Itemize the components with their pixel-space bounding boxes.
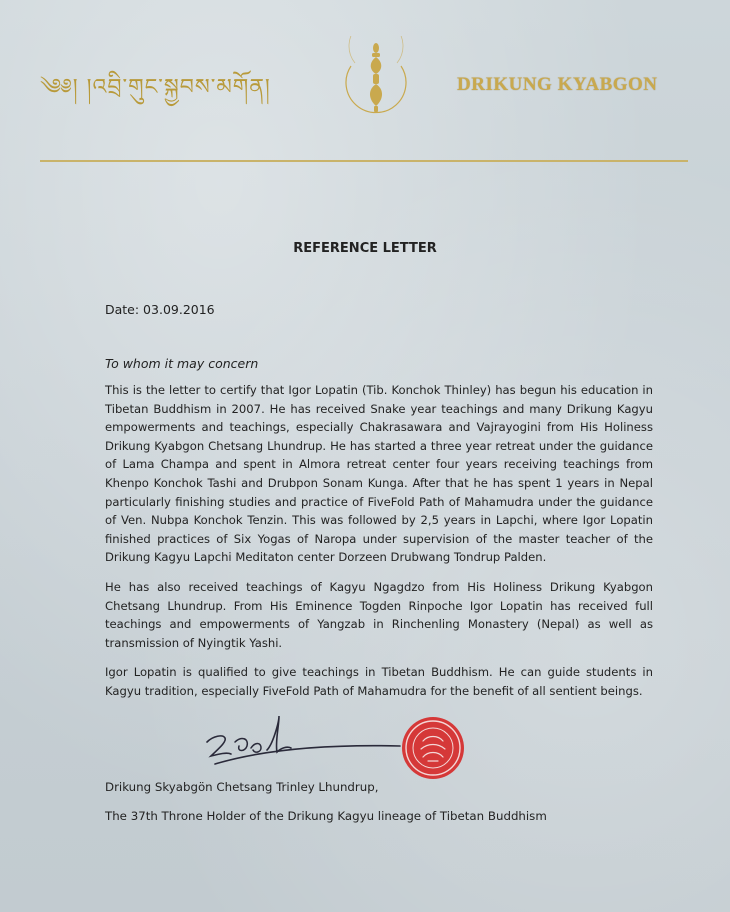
signer-name: Drikung Skyabgön Chetsang Trinley Lhundrup,: [105, 780, 379, 794]
body-paragraph-1: This is the letter to certify that Igor Lopatin (Tib. Konchok Thinley) has begun his education in Tibetan Buddhism in 2007. He has received Snake year teachings and many Drikung Kagyu empowerments and teachings, especially Chakrasawara and Vajrayogini from His Holiness Drikung Kyabgon Chetsang Lhundrup. He has started a three year retreat under the guidance of Lama Champa and spent in Almora retreat center four years receiving teachings from Khenpo Konchok Tashi and Drubpon Sonam Kunga. After that he has spent 1 years in Nepal particularly finishing studies and practice of FiveFold Path of Mahamudra under the guidance of Ven. Nubpa Konchok Tenzin. This was followed by 2,5 years in Lapchi, where Igor Lopatin finished practices of Six Yogas of Naropa under supervision of the master teacher of the Drikung Kagyu Lapchi Meditaton center Dorzeen Drubwang Tondrup Palden.: [105, 383, 653, 565]
letter-body: [105, 381, 653, 712]
letterhead: [0, 0, 730, 165]
red-seal-icon: [398, 713, 468, 783]
vajra-emblem-icon: [333, 36, 419, 122]
signer-title: The 37th Throne Holder of the Drikung Kagyu lineage of Tibetan Buddhism: [105, 809, 547, 823]
letter-title: REFERENCE LETTER: [293, 241, 437, 256]
letter-date: Date: 03.09.2016: [105, 302, 215, 317]
handwritten-signature-icon: [195, 712, 405, 782]
tibetan-letterhead-text: ༄༅། །འབྲི་གུང་སྐྱབས་མགོན།: [40, 75, 271, 100]
brand-name: DRIKUNG KYABGON: [457, 74, 658, 95]
body-paragraph-3: Igor Lopatin is qualified to give teachings in Tibetan Buddhism. He can guide students in Kagyu tradition, especially FiveFold Path of Mahamudra for the benefit of all sentient beings.: [105, 665, 653, 698]
letterhead-divider: [40, 160, 688, 162]
body-paragraph-2: He has also received teachings of Kagyu Ngagdzo from His Holiness Drikung Kyabgon Chetsang Lhundrup. From His Eminence Togden Rinpoche Igor Lopatin has received full teachings and empowerments of Yangzab in Rinchenling Monastery (Nepal) as well as transmission of Nyingtik Yashi.: [105, 579, 653, 650]
salutation: To whom it may concern: [105, 356, 259, 371]
